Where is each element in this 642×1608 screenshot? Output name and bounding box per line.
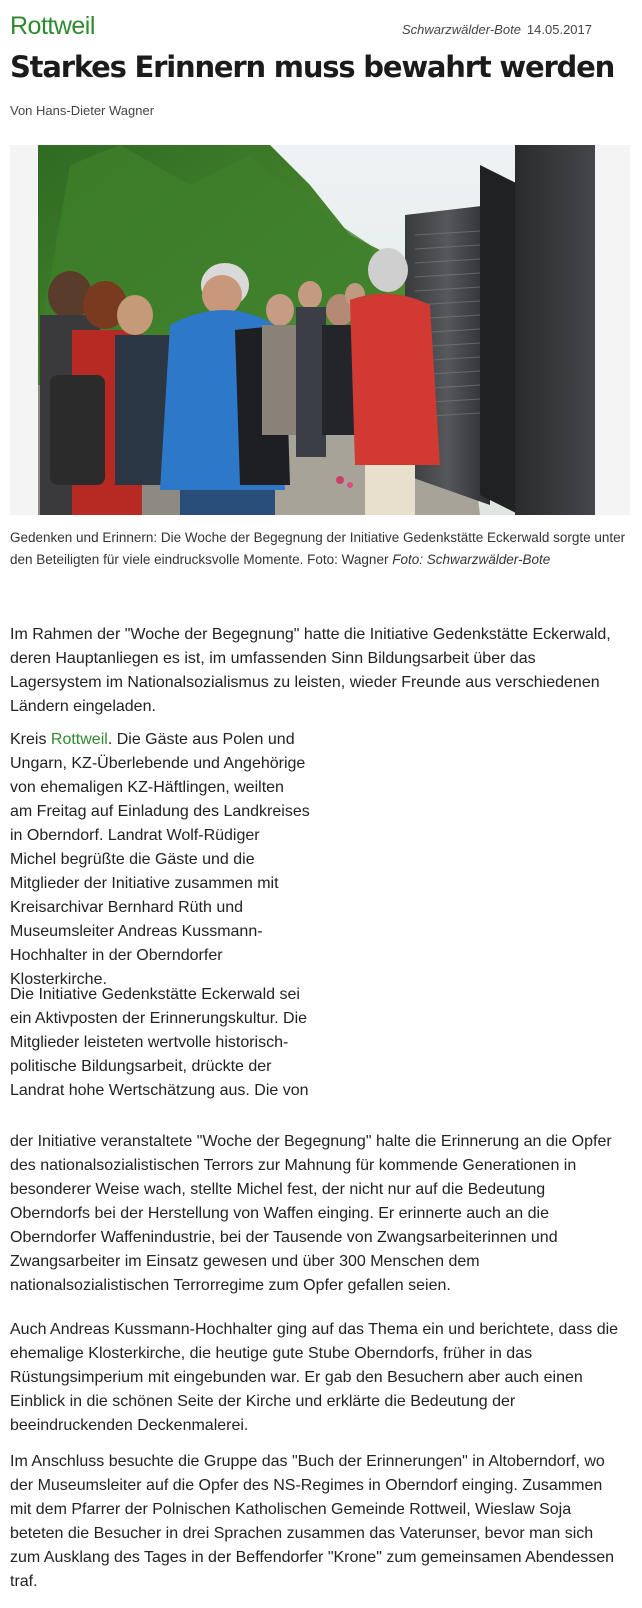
article-photo[interactable] [10,145,630,515]
article-topline [10,12,592,42]
caption-credit: Foto: Schwarzwälder-Bote [392,552,551,567]
photo-illustration [10,145,630,515]
body-paragraph-4: der Initiative veranstaltete "Woche der Begegnung" halte die Erinnerung an die Opfer des nationalsozialistischen Terrors zur Mahnung für kommende Generationen in besonderer Weise wach, stellte Michel fest, der nicht nur auf die Bedeutung Oberndorfs bei der Herstellung von Waffen einging. Er erinnerte auch an die Oberndorfer Waffenindustrie, bei der Tausende von Zwangsarbeiterinnen und Zwangsarbeiter im Einsatz gewesen und über 300 Menschen dem nationalsozialistischen Terrorregime zum Opfer gefallen seien. [10,1133,612,1294]
body-paragraph-6: Im Anschluss besuchte die Gruppe das "Buch der Erinnerungen" in Altoberndorf, wo der Museumsleiter auf die Opfer des NS-Regimes in Oberndorf einging. Zusammen mit dem Pfarrer der Polnischen Katholischen Gemeinde Rottweil, Wieslaw Soja beteten die Besucher in drei Sprachen zusammen das Vaterunser, bevor man sich zum Ausklang des Tages in der Beffendorfer "Krone" zum gemeinsamen Abendessen traf. [10,1453,615,1590]
body-paragraph-5: Auch Andreas Kussmann-Hochhalter ging auf das Thema ein und berichtete, dass die ehemalige Klosterkirche, die heutige gute Stube Oberndorfs, früher in das Rüstungsimperium mit eingebunden war. Er gab den Besuchern aber auch einen Einblick in die schönen Seite der Kirche und erklärte die Bedeutung der beeindruckenden Deckenmalerei. [10,1321,619,1434]
body-paragraph-3: Die Initiative Gedenkstätte Eckerwald sei ein Aktivposten der Erinnerungskultur. Die Mitglieder leisteten wertvolle historisch-politische Bildungsarbeit, drückte der Landrat hohe Wertschätzung aus. Die von [10,986,309,1099]
photo-caption [10,527,632,571]
article-author: Von Hans-Dieter Wagner [10,103,155,118]
dateline-prefix: Kreis [10,731,51,748]
caption-text: Gedenken und Erinnern: Die Woche der Begegnung der Initiative Gedenkstätte Eckerwald sorgte unter den Beteiligten für viele eindrucksvolle Momente. Foto: Wagner [10,530,626,567]
ressort-label[interactable]: Rottweil [10,12,95,40]
article-headline: Starkes Erinnern muss bewahrt werden [10,50,615,84]
source-date [402,22,592,37]
body-paragraph-2 [10,728,310,992]
publish-date: 14.05.2017 [526,22,592,37]
body-paragraph-1: Im Rahmen der "Woche der Begegnung" hatte die Initiative Gedenkstätte Eckerwald, deren Hauptanliegen es ist, im umfassenden Sinn Bildungsarbeit über das Lagersystem im Nationalsozialismus zu leisten, wieder Freunde aus verschiedenen Ländern eingeladen. [10,626,611,715]
paragraph-2-text: . Die Gäste aus Polen und Ungarn, KZ-Überlebende und Angehörige von ehemaligen KZ-Häftlingen, weilten am Freitag auf Einladung des Landkreises in Oberndorf. Landrat Wolf-Rüdiger Michel begrüßte die Gäste und die Mitglieder der Initiative zusammen mit Kreisarchivar Bernhard Rüth und Museumsleiter Andreas Kussmann-Hochhalter in der Oberndorfer Klosterkirche. [10,731,310,988]
source-name: Schwarzwälder-Bote [401,22,521,37]
rottweil-link[interactable]: Rottweil [50,731,108,748]
